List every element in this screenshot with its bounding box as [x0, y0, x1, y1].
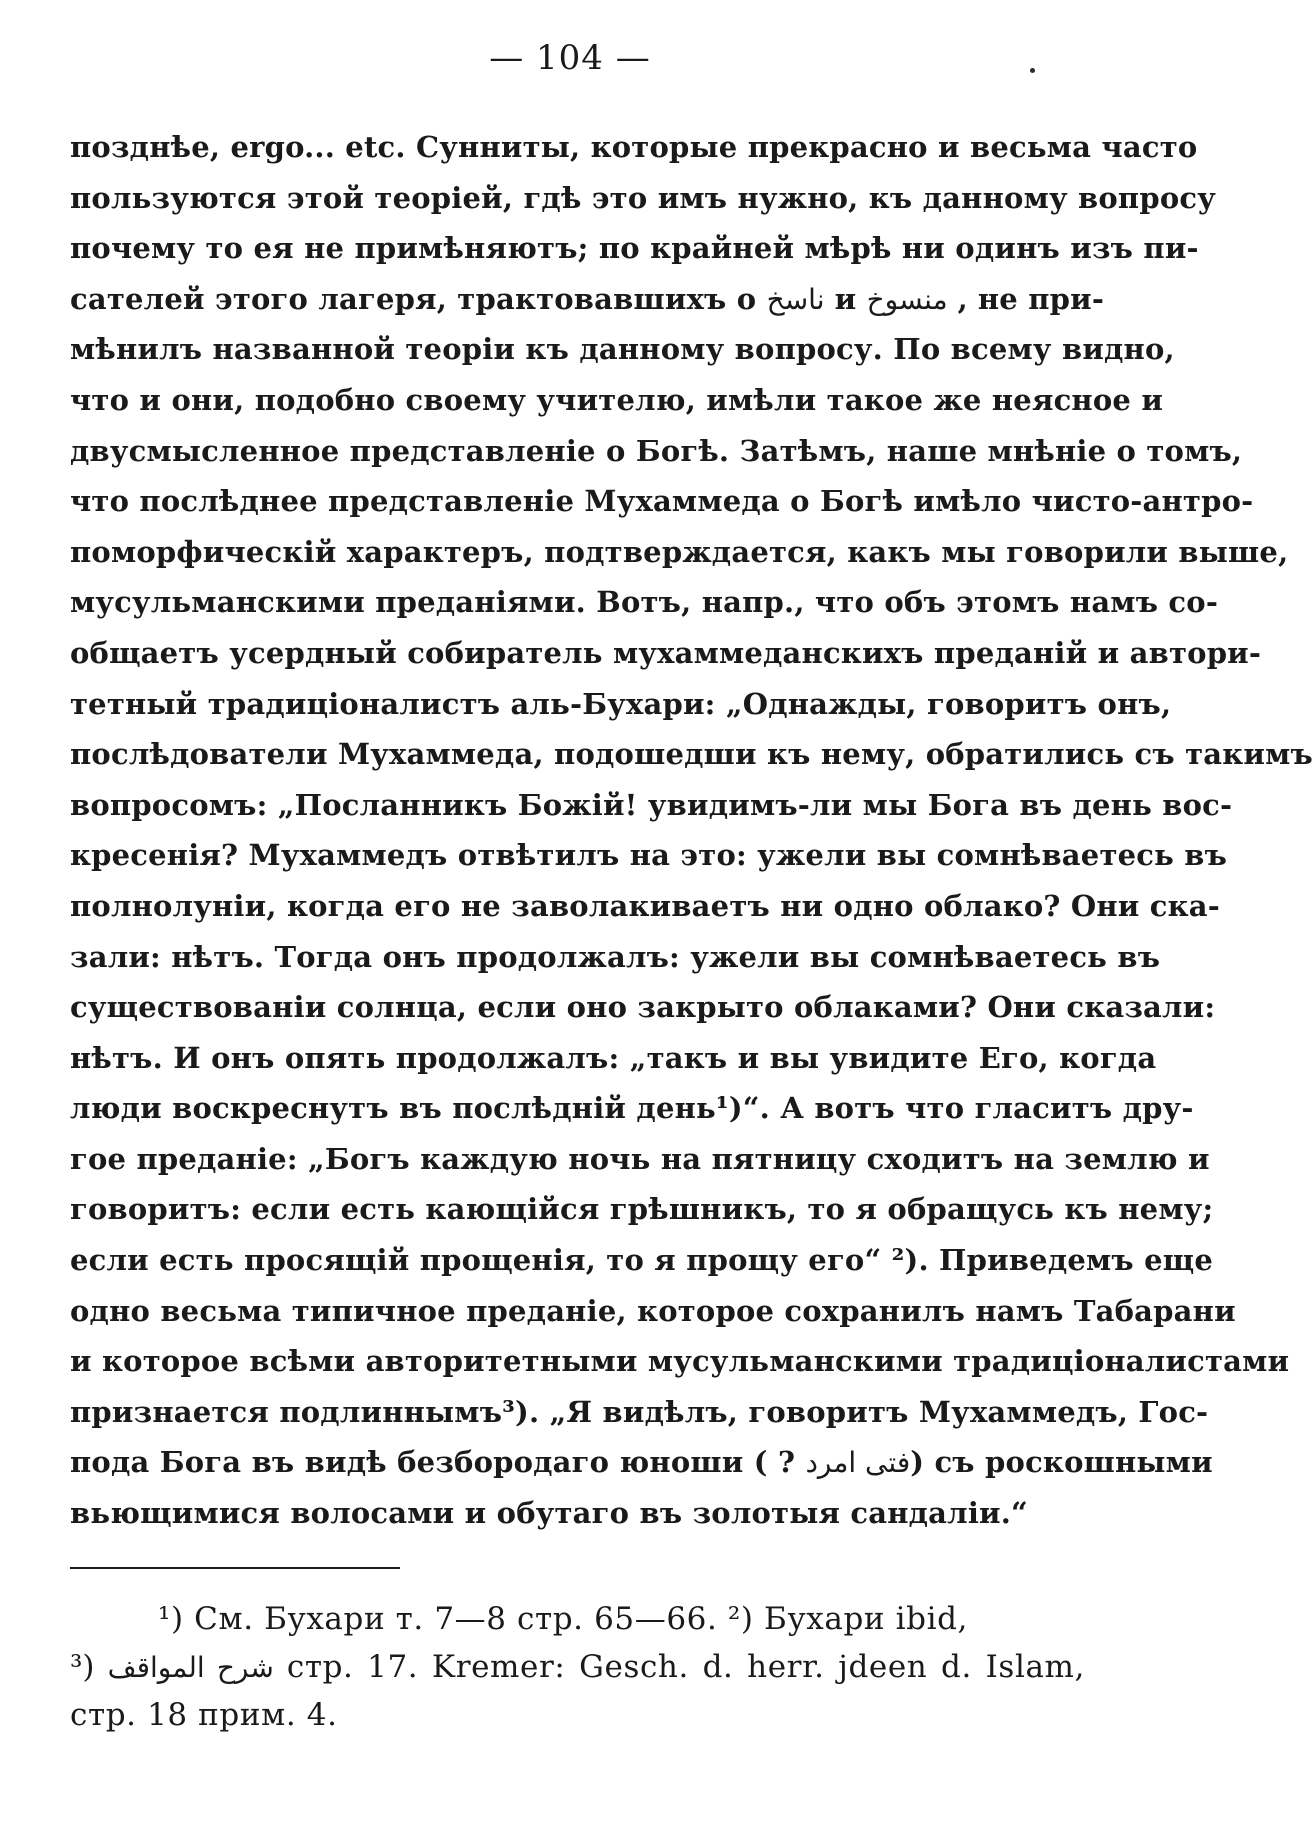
text-line: люди воскреснутъ въ послѣдній день¹)“. А вотъ что гласитъ дру-	[70, 1091, 1194, 1126]
text-line: мусульманскими преданіями. Вотъ, напр., что объ этомъ намъ со-	[70, 585, 1219, 620]
footnote-divider	[70, 1567, 400, 1569]
text-line: зали: нѣтъ. Тогда онъ продолжалъ: ужели вы сомнѣваетесь въ	[70, 939, 1161, 974]
text-segment: пода Бога въ видѣ безбородаго юноши ( ?	[70, 1445, 806, 1480]
footnote-line	[70, 1643, 1085, 1691]
text-line: общаетъ усердный собиратель мухаммеданскихъ преданій и автори-	[70, 635, 1262, 670]
text-line: тетный традиціоналистъ аль-Бухари: „Однажды, говоритъ онъ,	[70, 686, 1172, 721]
text-line: что и они, подобно своему учителю, имѣли такое же неясное и	[70, 382, 1164, 417]
text-line: и которое всѣми авторитетными мусульманскими традиціоналистами	[70, 1344, 1290, 1379]
text-line: одно весьма типичное преданіе, которое сохранилъ намъ Табарани	[70, 1293, 1236, 1328]
page-number: — 104 —	[489, 38, 651, 78]
footnotes	[70, 1595, 1085, 1739]
text-line: если есть просящій прощенія, то я прощу его“ ²). Приведемъ еще	[70, 1243, 1214, 1278]
text-segment: , не при-	[947, 281, 1105, 316]
arabic-term: شرح المواقف	[107, 1651, 274, 1684]
text-line	[70, 274, 1105, 325]
text-segment: ³)	[70, 1649, 108, 1685]
text-line: послѣдователи Мухаммеда, подошедши къ нему, обратились съ такимъ	[70, 737, 1313, 772]
text-line: полнолуніи, когда его не заволакиваетъ ни одно облако? Они ска-	[70, 888, 1221, 923]
text-segment: и	[824, 281, 867, 316]
text-line: пользуются этой теоріей, гдѣ это имъ нужно, къ данному вопросу	[70, 180, 1216, 215]
text-line: поморфическій характеръ, подтверждается, какъ мы говорили выше,	[70, 534, 1289, 569]
text-line: позднѣе, ergo... etc. Сунниты, которые прекрасно и весьма часто	[70, 130, 1198, 164]
text-line: вьющимися волосами и обутаго въ золотыя сандаліи.“	[70, 1496, 1028, 1531]
text-line: признается подлиннымъ³). „Я видѣлъ, говоритъ Мухаммедъ, Гос-	[70, 1394, 1209, 1429]
body-text	[70, 122, 1313, 1539]
text-segment: сателей этого лагеря, трактовавшихъ о	[70, 281, 767, 316]
text-line: вопросомъ: „Посланникъ Божій! увидимъ-ли мы Бога въ день вос-	[70, 787, 1233, 822]
arabic-term: ناسخ	[766, 282, 825, 316]
arabic-term: فتى امرد	[805, 1446, 911, 1480]
text-line: кресенія? Мухаммедъ отвѣтилъ на это: ужели вы сомнѣваетесь въ	[70, 838, 1228, 873]
text-segment: стр. 17. Kremer: Gesch. d. herr. jdeen d. Islam,	[273, 1649, 1085, 1685]
text-line	[70, 1437, 1213, 1488]
text-line: почему то ея не примѣняютъ; по крайней мѣрѣ ни одинъ изъ пи-	[70, 231, 1199, 266]
text-segment: ) съ роскошными	[910, 1445, 1213, 1480]
print-speck	[1030, 68, 1035, 73]
text-line: существованіи солнца, если оно закрыто облаками? Они сказали:	[70, 990, 1216, 1025]
text-line: говоритъ: если есть кающійся грѣшникъ, то я обращусь къ нему;	[70, 1192, 1214, 1227]
text-line: мѣнилъ названной теоріи къ данному вопросу. По всему видно,	[70, 332, 1175, 367]
text-line: что послѣднее представленіе Мухаммеда о Богѣ имѣло чисто-антро-	[70, 484, 1254, 519]
arabic-term: منسوخ	[866, 282, 948, 316]
footnote-line: ¹) См. Бухари т. 7—8 стр. 65—66. ²) Бухари ibid,	[158, 1601, 968, 1637]
footnote-line: стр. 18 прим. 4.	[70, 1697, 338, 1733]
text-line: гое преданіе: „Богъ каждую ночь на пятницу сходитъ на землю и	[70, 1141, 1210, 1176]
text-line: двусмысленное представленіе о Богѣ. Затѣмъ, наше мнѣніе о томъ,	[70, 433, 1243, 468]
text-line: нѣтъ. И онъ опять продолжалъ: „такъ и вы увидите Его, когда	[70, 1040, 1157, 1075]
